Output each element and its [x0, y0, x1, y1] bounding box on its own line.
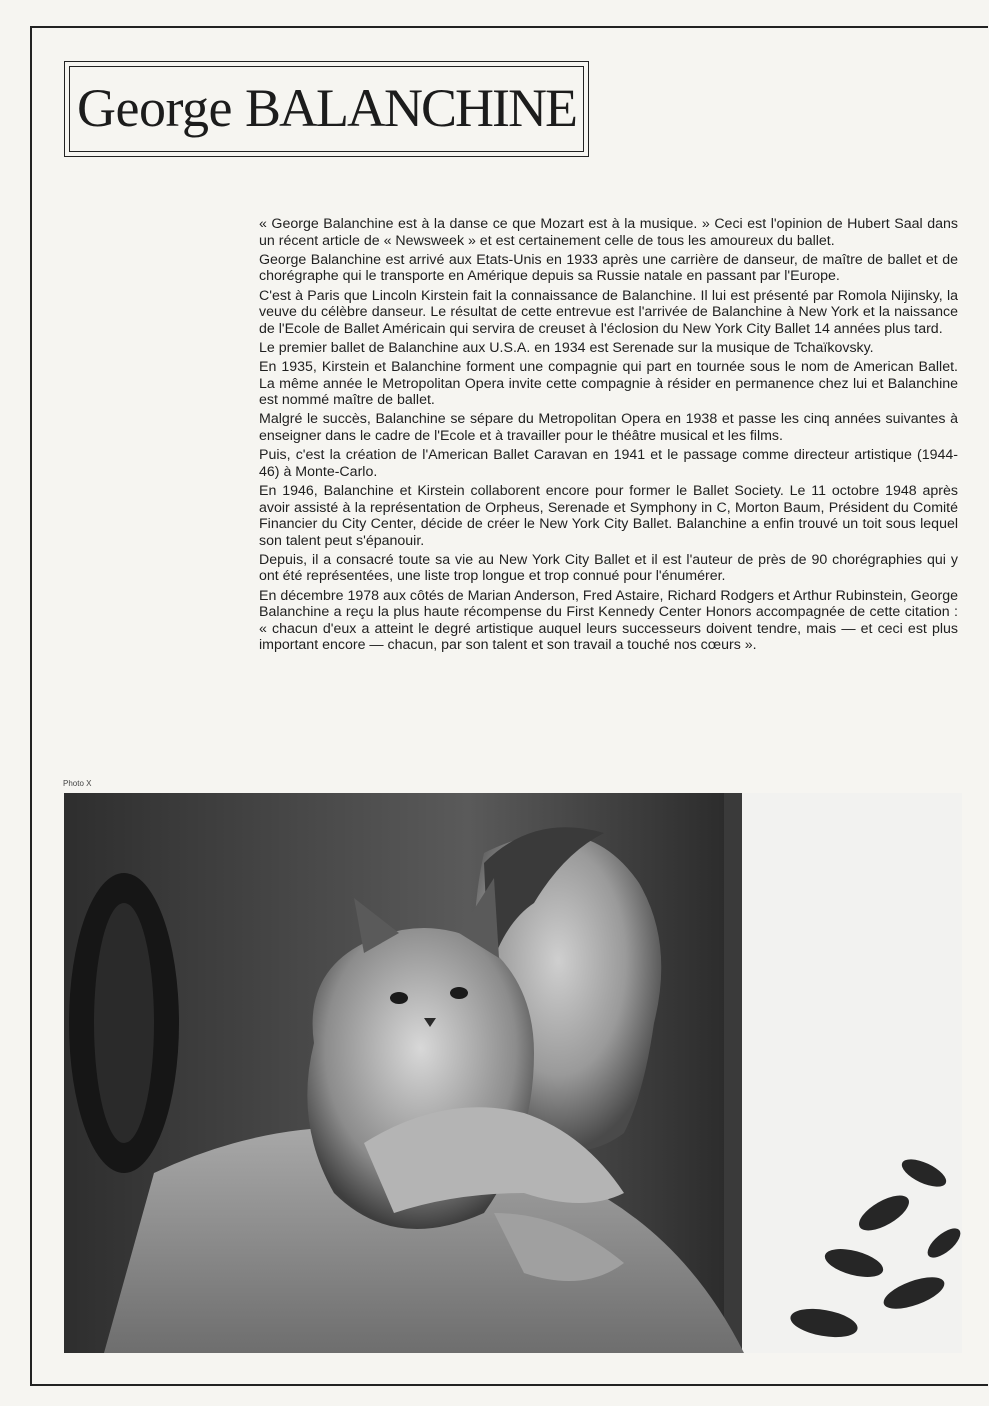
article-paragraph: En décembre 1978 aux côtés de Marian Anderson, Fred Astaire, Richard Rodgers et Arthur Rubinstein, George Balanchine a reçu la plus haute récompense du First Kennedy Center Honors accompagnée de cette citation : « chacun d'eux a atteint le degré artistique auquel leurs successeurs doivent tendre, mais — et ceci est plus important encore — chacun, par son talent et son travail a touché nos cœurs ».: [259, 587, 958, 654]
article-paragraph: En 1946, Balanchine et Kirstein collaborent encore pour former le Ballet Society. Le 11 octobre 1948 après avoir assisté à la représentation de Orpheus, Serenade et Symphony in C, Morton Baum, Président du Comité Financier du City Center, décide de créer le New York City Ballet. Balanchine a enfin trouvé un toit sous lequel son talent peut s'épanouir.: [259, 483, 958, 549]
article-paragraph: Le premier ballet de Balanchine aux U.S.A. en 1934 est Serenade sur la musique de Tchaïkovsky.: [259, 339, 874, 356]
article-paragraph: « George Balanchine est à la danse ce que Mozart est à la musique. » Ceci est l'opinion de Hubert Saal dans un récent article de « Newsweek » et est certainement celle de tous les amoureux du ballet.: [259, 216, 958, 249]
photo-credit: Photo X: [63, 779, 92, 788]
article-paragraph: En 1935, Kirstein et Balanchine forment une compagnie qui part en tournée sous le nom de American Ballet. La même année le Metropolitan Opera invite cette compagnie à résider en permanence chez lui et Balanchine est nommé maître de ballet.: [259, 359, 958, 409]
title-first-name: George: [77, 78, 232, 138]
article-paragraph: George Balanchine est arrivé aux Etats-Unis en 1933 après une carrière de danseur, de maître de ballet et de chorégraphe qui le transporte en Amérique depuis sa Russie natale en passant par l'Europe.: [259, 251, 958, 285]
title-box: [64, 61, 589, 157]
article-paragraph: Puis, c'est la création de l'American Ballet Caravan en 1941 et le passage comme directeur artistique (1944-46) à Monte-Carlo.: [259, 447, 958, 480]
portrait-photo-illustration: [64, 793, 962, 1353]
page-title: [77, 78, 588, 138]
portrait-photo: [64, 793, 962, 1353]
article-body: [259, 216, 958, 656]
article-paragraph: Depuis, il a consacré toute sa vie au New York City Ballet et il est l'auteur de près de 90 chorégraphies qui y ont été représentées, une liste trop longue et trop connué pour l'énumérer.: [259, 551, 958, 585]
article-paragraph: C'est à Paris que Lincoln Kirstein fait la connaissance de Balanchine. Il lui est présenté par Romola Nijinsky, la veuve du célèbre danseur. Le résultat de cette entrevue est l'arrivée de Balanchine à New York et la naissance de l'Ecole de Ballet Américain qui servira de creuset à l'éclosion du New York City Ballet 14 années plus tard.: [259, 287, 958, 337]
article-paragraph: Malgré le succès, Balanchine se sépare du Metropolitan Opera en 1938 et passe les cinq années suivantes à enseigner dans le cadre de l'Ecole et à travailler pour le théâtre musical et les films.: [259, 411, 958, 444]
title-last-name: BALANCHINE: [244, 78, 576, 138]
